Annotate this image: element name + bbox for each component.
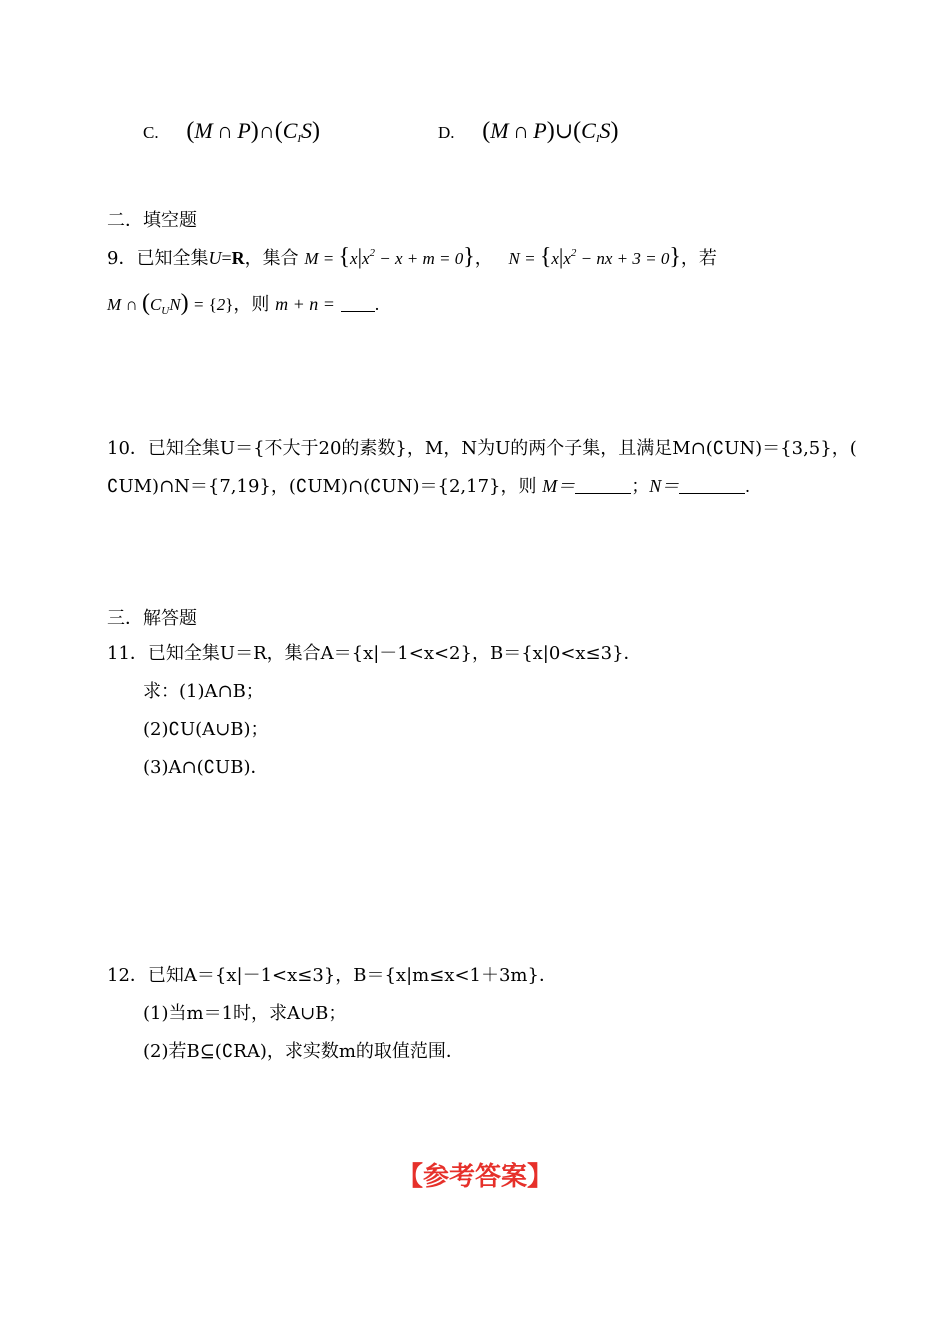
question-10-end: . <box>745 476 750 496</box>
question-9-text-1: 已知全集 <box>136 248 209 269</box>
question-10-text-3: 则 <box>518 476 537 497</box>
question-9-text-3: ，若 <box>680 248 717 269</box>
question-10-u-def: U＝{不大于20的素数}， <box>219 438 425 459</box>
question-9-condition: M ∩ $(C_UN) = \{2\}$ <box>107 290 234 317</box>
question-11-stem <box>107 639 642 665</box>
question-9-text-2: ，集合 <box>244 248 299 269</box>
question-12-stem <box>107 961 557 987</box>
question-10-m-blank[interactable] <box>575 477 631 494</box>
question-9-u: U <box>208 248 222 268</box>
question-9-end: . <box>374 294 380 314</box>
question-10-number: 10． <box>107 438 148 459</box>
question-11-part-2: (2)∁U(A∪B)； <box>143 719 269 740</box>
option-d-label: D. <box>438 123 455 142</box>
question-11-part-1: 求：(1)A∩B； <box>143 681 264 702</box>
question-11-stem-text: 已知全集U＝R，集合A＝{x|－1<x<2}，B＝{x|0<x≤3}． <box>147 643 642 664</box>
question-9-line-1 <box>107 244 717 271</box>
question-10-cond-1: M∩(∁UN)＝{3,5}，( <box>672 438 857 459</box>
question-9-text-4: ，则 <box>233 294 270 315</box>
question-10-ask-n: N＝ <box>649 476 680 496</box>
question-10-sep: ； <box>631 476 650 497</box>
question-11-part-3: (3)A∩(∁UB)． <box>143 757 269 778</box>
option-d <box>438 118 619 145</box>
question-9-line-2 <box>107 290 379 317</box>
option-d-expression: (M ∩ $P)\cup(C_IS)$ <box>482 118 619 145</box>
question-9-comma: ， <box>474 248 493 269</box>
question-12-number: 12． <box>107 965 148 986</box>
question-9-eq: = <box>221 248 232 268</box>
question-9-ask: m + n = <box>275 294 335 314</box>
question-10-text-2: M，N为U的两个子集，且满足 <box>424 438 673 459</box>
question-9-answer-blank[interactable] <box>341 295 375 312</box>
option-c-expression: (M ∩ $P)\cap(C_IS)$ <box>186 118 321 145</box>
question-9-number: 9． <box>107 248 137 269</box>
question-9-set-n: $N = \{x|x^2$ − nx + 3 = 0} <box>508 244 681 270</box>
question-12-part-1: (1)当m＝1时，求A∪B； <box>143 1003 347 1024</box>
question-10-text-1: 已知全集 <box>147 438 220 459</box>
section-2-title: 二．填空题 <box>107 210 197 231</box>
question-12-part-2: (2)若B⊆(∁RA)，求实数m的取值范围． <box>143 1041 464 1062</box>
question-10-line-2 <box>107 472 750 498</box>
option-c-label: C. <box>143 123 159 142</box>
question-10-line-1 <box>107 434 857 460</box>
question-12-stem-text: 已知A＝{x|－1<x≤3}，B＝{x|m≤x<1＋3m}． <box>147 965 557 986</box>
question-9-r: R <box>231 248 245 268</box>
question-11-number: 11． <box>107 643 148 664</box>
question-10-n-blank[interactable] <box>679 477 745 494</box>
question-9-set-m: $M = \{x|x^2 - x + m = 0\}$ <box>304 244 475 270</box>
question-10-ask-m: M＝ <box>542 476 576 496</box>
answer-title: 【参考答案】 <box>396 1162 553 1192</box>
section-3-title: 三．解答题 <box>107 608 197 629</box>
question-10-cond-2: ∁UM)∩N＝{7,19}，(∁UM)∩(∁UN)＝{2,17}， <box>107 476 519 497</box>
option-c <box>143 118 320 145</box>
